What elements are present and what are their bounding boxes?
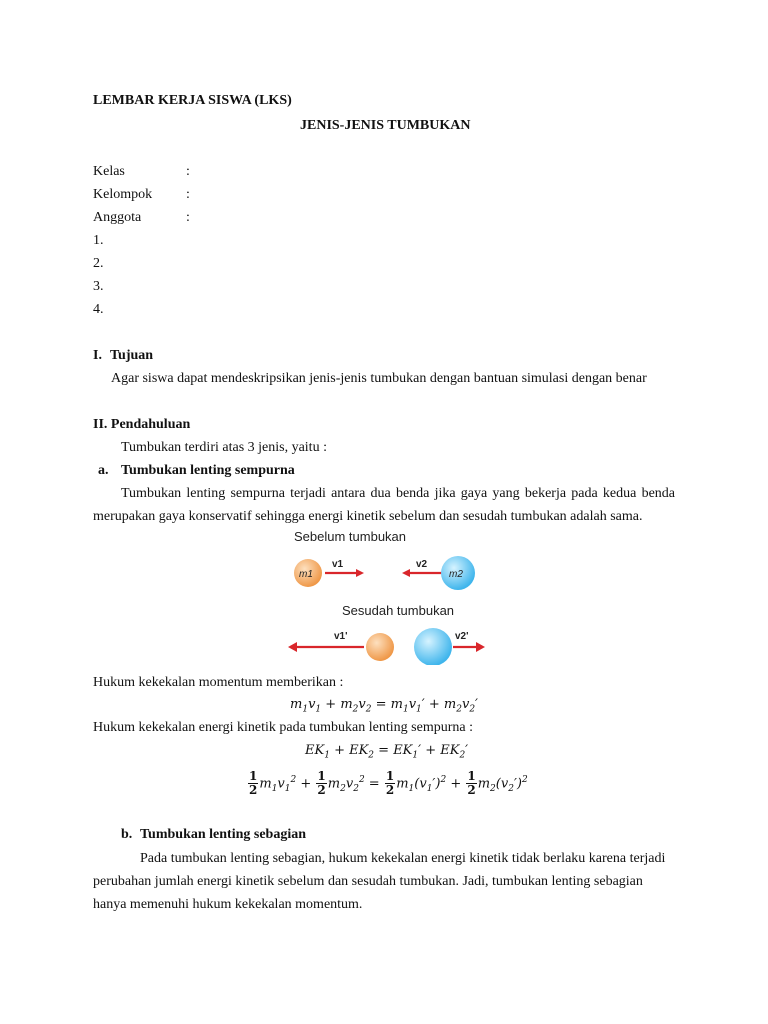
- energy-law-text: Hukum kekekalan energi kinetik pada tumbukan lenting sempurna :: [93, 720, 473, 735]
- after-collision-label: Sesudah tumbukan: [342, 603, 455, 618]
- section-2-intro: Tumbukan terdiri atas 3 jenis, yaitu :: [121, 440, 327, 455]
- kinetic-energy-equation: $EK_1 + EK_2 = EK_1' + EK_2'$: [305, 743, 469, 761]
- before-collision-label: Sebelum tumbukan: [294, 529, 407, 544]
- subsection-a-line1: Tumbukan lenting sempurna terjadi antara dua benda jika gaya yang bekerja pada kedua benda: [121, 486, 675, 501]
- section-2-title: II. Pendahuluan: [93, 417, 191, 432]
- member-number: 1.: [93, 233, 104, 248]
- section-1-title: Tujuan: [110, 348, 154, 363]
- section-1-text: Agar siswa dapat mendeskripsikan jenis-jenis tumbukan dengan bantuan simulasi dengan benar: [111, 371, 647, 386]
- velocity-v2-after-arrowhead: [476, 642, 485, 652]
- field-separator: :: [186, 187, 190, 202]
- field-label-kelas: Kelas: [93, 164, 125, 179]
- velocity-v2-arrowhead: [402, 569, 410, 577]
- ball-m1-after: [366, 633, 394, 661]
- velocity-v1-arrowhead: [356, 569, 364, 577]
- mass-2-label: m2: [449, 569, 463, 580]
- field-separator: :: [186, 210, 190, 225]
- field-separator: :: [186, 164, 190, 179]
- ball-m2-after: [414, 628, 452, 665]
- momentum-law-text: Hukum kekekalan momentum memberikan :: [93, 675, 344, 690]
- velocity-v1-label: v1: [332, 559, 344, 570]
- subsection-a-title: Tumbukan lenting sempurna: [121, 463, 295, 478]
- subsection-b-title: Tumbukan lenting sebagian: [140, 827, 306, 842]
- mass-1-label: m1: [299, 569, 313, 580]
- member-number: 4.: [93, 302, 104, 317]
- section-1-number: I.: [93, 348, 102, 363]
- subsection-b-line3: hanya memenuhi hukum kekekalan momentum.: [93, 897, 363, 912]
- velocity-v2-label: v2: [416, 559, 428, 570]
- velocity-v1-after-label: v1': [334, 631, 348, 642]
- subsection-b-marker: b.: [121, 827, 133, 842]
- worksheet-title: LEMBAR KERJA SISWA (LKS): [93, 93, 292, 108]
- collision-diagram: [280, 525, 495, 665]
- subsection-a-line2: merupakan gaya konservatif sehingga energi kinetik sebelum dan sesudah tumbukan adalah sama.: [93, 509, 643, 524]
- member-number: 3.: [93, 279, 104, 294]
- member-number: 2.: [93, 256, 104, 271]
- worksheet-subtitle: JENIS-JENIS TUMBUKAN: [300, 118, 471, 133]
- velocity-v2-after-label: v2': [455, 631, 469, 642]
- subsection-a-marker: a.: [98, 463, 109, 478]
- velocity-v1-after-arrowhead: [288, 642, 297, 652]
- momentum-equation: $m_1v_1 + m_2v_2 = m_1v_1' + m_2v_2'$: [290, 697, 478, 715]
- field-label-kelompok: Kelompok: [93, 187, 153, 202]
- subsection-b-line1: Pada tumbukan lenting sebagian, hukum kekekalan energi kinetik tidak berlaku karena terjadi: [140, 851, 666, 866]
- field-label-anggota: Anggota: [93, 210, 142, 225]
- subsection-b-line2: perubahan jumlah energi kinetik sebelum dan sesudah tumbukan. Jadi, tumbukan lenting sebagian: [93, 874, 643, 889]
- expanded-energy-equation: $\frac{1}{2}$ $m_1v_1^2$ + $\frac{1}{2}$ $m_2v_2^2$ = $\frac{1}{2}$ $m_1(v_1')^2$ + $\frac{1}{2}$ $m_2(v_2')^2$: [249, 769, 528, 798]
